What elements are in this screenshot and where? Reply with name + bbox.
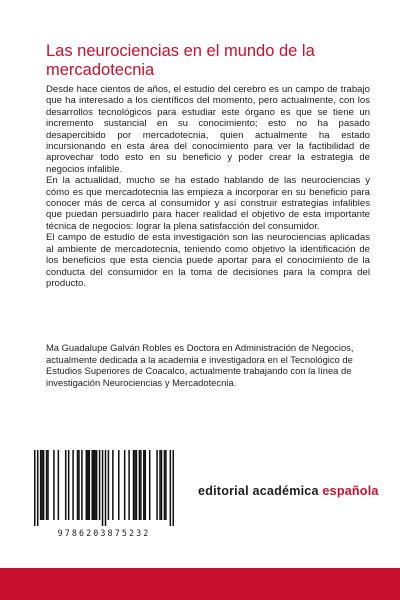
barcode-bar <box>77 450 79 520</box>
barcode-bar <box>165 450 167 520</box>
barcode-bar <box>118 450 120 520</box>
barcode-bar <box>136 450 138 520</box>
publisher-name: editorial académica <box>198 484 323 498</box>
barcode-bar <box>159 450 161 520</box>
barcode-bar <box>108 450 110 520</box>
blurb-paragraph: El campo de estudio de esta investigación son las neurociencias aplicadas al ambiente de mercadotecnia, teniendo como objetivo la identificación de los beneficios que esta ciencia puede aportar para el conocimiento de la conducta del consumidor en la toma de decisiones para la compra del producto. <box>46 232 370 289</box>
barcode-bar <box>86 450 88 520</box>
barcode-bar <box>161 450 163 520</box>
barcode-bar <box>128 450 130 520</box>
barcode-bar <box>143 450 145 520</box>
barcode-bar <box>105 450 107 526</box>
barcode-bar <box>78 450 80 520</box>
blurb-paragraph: En la actualidad, mucho se ha estado hablando de las neurociencias y cómo es que mercadotecnia las empieza a incorporar en su beneficio para conocer más de cerca al consumidor y así construir estrategias infalibles que puedan persuadirlo para hacer realidad el objetivo de esta importante técnica de negocios: lograr la plena satisfacción del consumidor. <box>46 175 370 232</box>
barcode-bar <box>37 450 39 526</box>
publisher-name-accent: española <box>322 484 379 498</box>
barcode-bar <box>65 450 67 520</box>
barcode-bar <box>91 450 93 520</box>
author-bio: Ma Guadalupe Galván Robles es Doctora en Administración de Negocios, actualmente dedicada a la academia e investigadora en el Tecnológico de Estudios Superiores de Coacalco, actualmente trabajando con la línea de investigación Neurociencias y Mercadotecnia. <box>46 342 354 388</box>
publisher-logo <box>198 484 379 498</box>
back-cover-blurb <box>46 84 370 289</box>
barcode-bar <box>34 450 36 526</box>
barcode-bar <box>68 450 70 520</box>
barcode-bar <box>149 450 151 520</box>
isbn-barcode <box>30 450 178 542</box>
isbn-number: 9786203875232 <box>57 528 151 538</box>
barcode-bar <box>156 450 158 520</box>
barcode-bar <box>89 450 91 520</box>
barcode-bar <box>145 450 147 520</box>
barcode-bar <box>81 450 83 520</box>
barcode-bar <box>47 450 49 520</box>
barcode-bar <box>140 450 142 520</box>
barcode-bar <box>112 450 114 520</box>
barcode-bar <box>53 450 55 520</box>
barcode-bar <box>46 450 48 520</box>
barcode-bar <box>124 450 126 520</box>
bottom-color-band <box>0 568 400 600</box>
barcode-bar <box>40 450 42 520</box>
barcode-bar <box>139 450 141 520</box>
book-title: Las neurociencias en el mundo de la mercadotecnia <box>46 42 315 79</box>
barcode-bar <box>72 450 74 520</box>
blurb-paragraph: Desde hace cientos de años, el estudio del cerebro es un campo de trabajo que ha interesado a los científicos del momento, pero actualmente, con los desarrollos tecnológicos para estudiar este órgano es que se tiene un incremento sustancial en su conocimiento; esto no ha pasado desapercibido por mercadotecnia, quien actualmente ha estado incursionando en esta área del conocimiento para ver la factibilidad de aprovechar todo esto en su beneficio y poder crear la estrategia de negocios infalible. <box>46 84 370 175</box>
barcode-bar <box>41 450 43 520</box>
barcode-bar <box>99 450 101 520</box>
barcode-bar <box>170 450 172 526</box>
barcode-bar <box>43 450 45 520</box>
barcode-bar <box>133 450 135 520</box>
barcode-image <box>34 450 174 526</box>
barcode-bar <box>87 450 89 520</box>
barcode-bar <box>134 450 136 520</box>
barcode-bar <box>102 450 104 526</box>
barcode-bar <box>94 450 96 520</box>
barcode-bar <box>58 450 60 520</box>
barcode-bar <box>173 450 174 526</box>
barcode-bar <box>96 450 98 520</box>
barcode-bar <box>164 450 166 520</box>
barcode-bar <box>93 450 95 520</box>
